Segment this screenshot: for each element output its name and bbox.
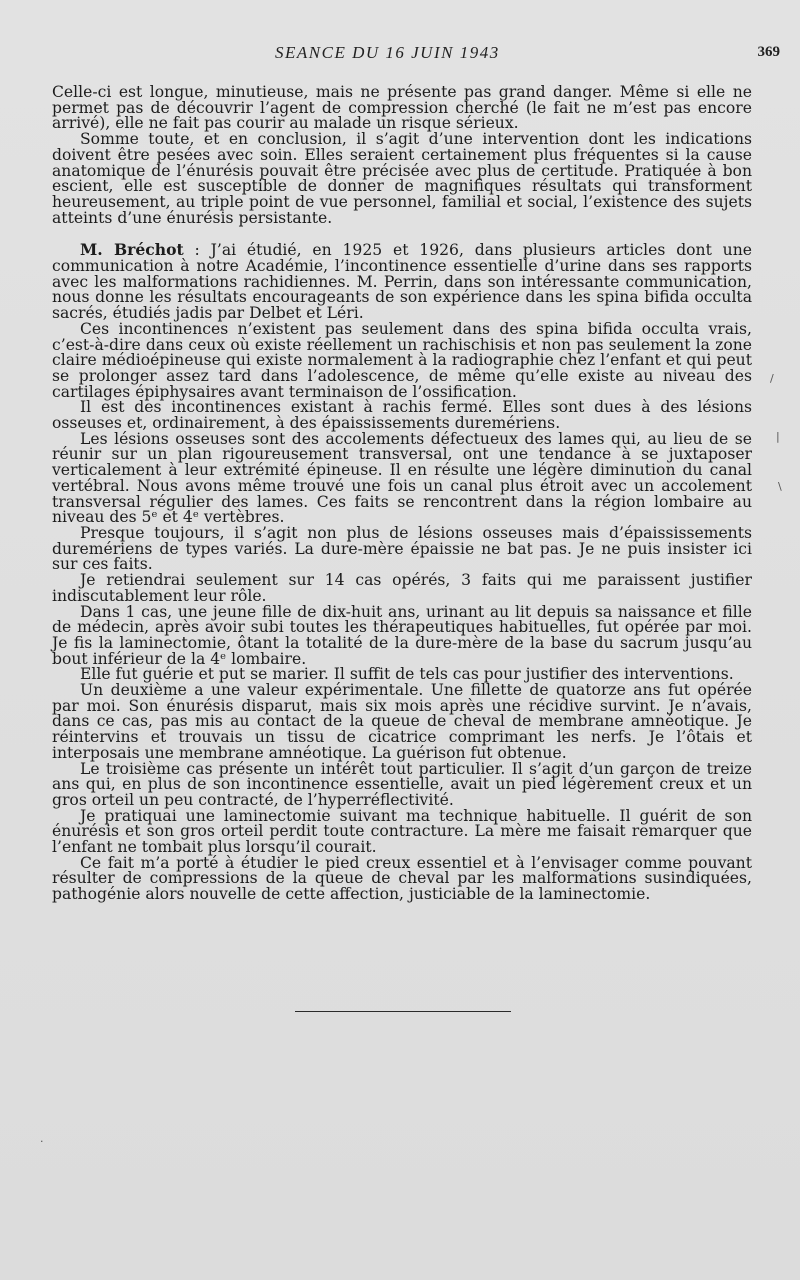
intervention-opening-text: : J’ai étudié, en 1925 et 1926, dans plusieurs articles dont une communication à notre Académie, l’incontinence essentielle d’urine dans ses rapports avec les malformations rachidiennes. M. Perrin, dans son intéressante communication, nous donne les résultats encourageants de son expérience dans les spina bifida occulta sacrés, étudiés jadis par Delbet et Léri.: [52, 241, 752, 323]
paragraph: Les lésions osseuses sont des accolements défectueux des lames qui, au lieu de se réunir sur un plan rigoureusement transversal, ont une tendance à se juxtaposer verticalement à leur extrémité épineuse. Il en résulte une légère diminution du canal vertébral. Nous avons même trouvé une fois un canal plus étroit avec un accolement transversal régulier des lames. Ces faits se rencontrent dans la région lombaire au niveau des 5ᵉ et 4ᵉ vertèbres.: [52, 429, 752, 527]
paragraph: Un deuxième a une valeur expérimentale. Une fillette de quatorze ans fut opérée par moi. Son énurésis disparut, mais six mois après une récidive survint. Je n’avais, dans ce cas, pas mis au contact de la queue de cheval de membrane amnéotique. Je réintervins et trouvais un tissu de cicatrice comprimant les nerfs. Je l’ôtais et interposais une membrane amnéotique. La guérison fut obtenue.: [52, 681, 752, 762]
paragraph: Je retiendrai seulement sur 14 cas opérés, 3 faits qui me paraissent justifier indiscutablement leur rôle.: [52, 571, 752, 605]
intervention-opening: [52, 242, 752, 322]
paragraph: Celle-ci est longue, minutieuse, mais ne présente pas grand danger. Même si elle ne permet pas de découvrir l’agent de compression cherché (le fait ne m’est pas encore arrivé), elle ne fait pas courir au malade un risque sérieux.: [52, 83, 752, 133]
margin-mark: ·: [40, 1135, 44, 1148]
margin-mark: /: [770, 372, 774, 385]
paragraph: Dans 1 cas, une jeune fille de dix-huit ans, urinant au lit depuis sa naissance et fille de médecin, après avoir subi toutes les thérapeutiques habituelles, fut opérée par moi. Je fis la laminectomie, ôtant la totalité de la dure-mère de la base du sacrum jusqu’au bout inférieur de la 4ᵉ lombaire.: [52, 602, 752, 668]
paragraph: Il est des incontinences existant à rachis fermé. Elles sont dues à des lésions osseuses et, ordinairement, à des épaississements duremériens.: [52, 398, 752, 433]
body-text: [52, 85, 752, 903]
paragraph: Somme toute, et en conclusion, il s’agit d’une intervention dont les indications doivent être pesées avec soin. Elles seraient certainement plus fréquentes si la cause anatomique de l’énurésis pouvait être précisée avec plus de certitude. Pratiquée à bon escient, elle est susceptible de donner de magnifiques résultats qui transforment heureusement, au triple point de vue personnel, familial et social, l’existence des sujets atteints d’une énurésis persistante.: [52, 130, 752, 227]
running-header: [0, 43, 800, 65]
speaker-name: M. Bréchot: [80, 240, 184, 260]
margin-mark: |: [776, 430, 780, 443]
page-number: 369: [757, 44, 780, 60]
paragraph: Ces incontinences n’existent pas seulement dans des spina bifida occulta vrais, c’est-à-dire dans ceux où existe réellement un rachischisis et non pas seulement la zone claire médioépineuse qui existe normalement à la radiographie chez l’enfant et qui peut se prolonger assez tard dans l’adolescence, de même qu’elle existe au niveau des cartilages épiphysaires avant terminaison de l’ossification.: [52, 319, 752, 401]
paragraph: Ce fait m’a porté à étudier le pied creux essentiel et à l’envisager comme pouvant résulter de compressions de la queue de cheval par les malformations susindiquées, pathogénie alors nouvelle de cette affection, justiciable de la laminectomie.: [52, 853, 752, 904]
margin-mark: \: [778, 480, 782, 493]
closing-rule: [295, 1011, 511, 1012]
paragraph: Je pratiquai une laminectomie suivant ma technique habituelle. Il guérit de son énurésis et son gros orteil perdit toute contracture. La mère me faisait remarquer que l’enfant ne tombait plus lorsqu’il courait.: [52, 806, 752, 857]
running-title: SEANCE DU 16 JUIN 1943: [275, 43, 500, 62]
paragraph: Presque toujours, il s’agit non plus de lésions osseuses mais d’épaississements duremériens de types variés. La dure-mère épaissie ne bat pas. Je ne puis insister ici sur ces faits.: [52, 523, 752, 574]
paragraph: Le troisième cas présente un intérêt tout particulier. Il s’agit d’un garçon de treize ans qui, en plus de son incontinence essentielle, avait un pied légèrement creux et un gros orteil un peu contracté, de l’hyperréflectivité.: [52, 759, 752, 809]
paragraph: Elle fut guérie et put se marier. Il suffit de tels cas pour justifier des interventions.: [80, 665, 734, 684]
